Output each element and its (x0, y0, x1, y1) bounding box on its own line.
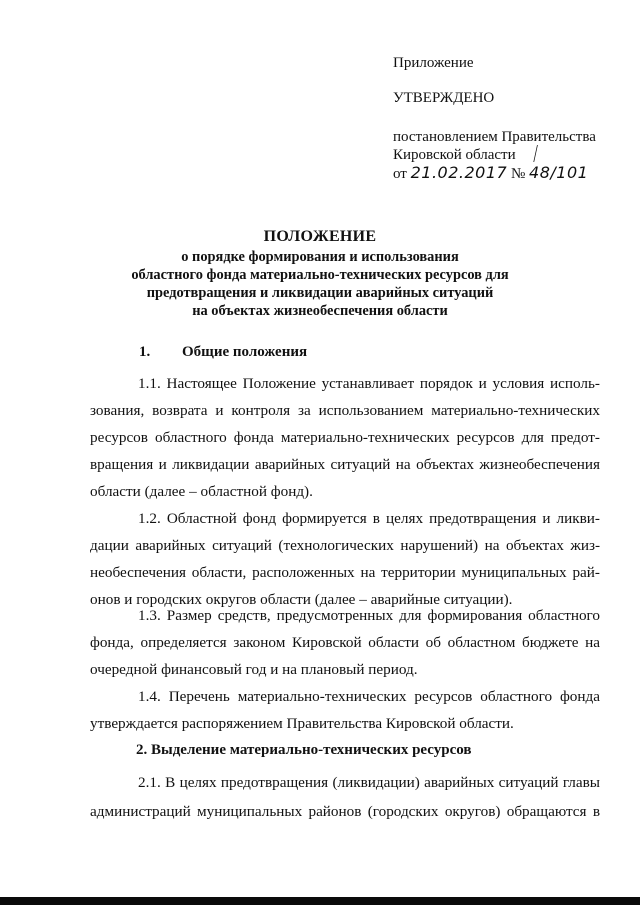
region-name: Кировской области (393, 147, 516, 163)
pen-stroke-mark: / (533, 140, 538, 168)
section-2-heading: 2. Выделение материально-технических ресурсов (136, 742, 472, 758)
title-line: предотвращения и ликвидации аварийных ситуаций (146, 285, 494, 301)
paragraph-line: администраций муниципальных районов (городских округов) обращаются в (90, 803, 600, 820)
decree-line-1: постановлением Правительства (393, 129, 596, 145)
paragraph-line: онов и городских округов области (далее – аварийные ситуации). (90, 591, 513, 608)
approved-label: УТВЕРЖДЕНО (393, 90, 495, 106)
document-title: ПОЛОЖЕНИЕ (263, 228, 377, 245)
paragraph-line: 1.2. Областной фонд формируется в целях предотвращения и ликви- (138, 510, 600, 527)
section-1-number: 1. (139, 344, 151, 360)
paragraph-line: вращения и ликвидации аварийных ситуаций на объектах жизнеобеспечения (90, 456, 600, 473)
decree-line-2 (393, 140, 596, 168)
paragraph-line: зования, возврата и контроля за использованием материально-технических (90, 402, 600, 419)
title-line: о порядке формирования и использования (181, 249, 459, 265)
appendix-label: Приложение (393, 55, 474, 71)
scan-edge-bar (0, 897, 640, 905)
paragraph-line: утверждается распоряжением Правительства Кировской области. (90, 715, 514, 732)
paragraph-line: дации аварийных ситуаций (технологических нарушений) на объектах жиз- (90, 537, 600, 554)
paragraph-line: необеспечения области, расположенных на территории муниципальных рай- (90, 564, 600, 581)
paragraph-line: ресурсов областного фонда материально-технических ресурсов для предот- (90, 429, 600, 446)
paragraph-line: фонда, определяется законом Кировской области об областном бюджете на (90, 634, 600, 651)
decree-date-line (393, 164, 596, 183)
section-1-heading: Общие положения (182, 344, 308, 360)
title-line: областного фонда материально-технических ресурсов для (131, 267, 509, 283)
handwritten-number: 48/101 (529, 163, 589, 182)
paragraph-line: 2.1. В целях предотвращения (ликвидации) аварийных ситуаций главы (138, 774, 600, 791)
from-prefix: от (393, 166, 407, 182)
paragraph-line: 1.1. Настоящее Положение устанавливает порядок и условия исполь- (138, 375, 600, 392)
paragraph-line: области (далее – областной фонд). (90, 483, 313, 500)
number-sign: № (510, 166, 526, 182)
paragraph-line: 1.4. Перечень материально-технических ресурсов областного фонда (138, 688, 600, 705)
handwritten-date: 21.02.2017 (410, 163, 508, 182)
title-line: на объектах жизнеобеспечения области (192, 303, 448, 319)
paragraph-line: 1.3. Размер средств, предусмотренных для формирования областного (138, 607, 600, 624)
approval-block (393, 54, 596, 183)
paragraph-line: очередной финансовый год и на плановый период. (90, 661, 418, 678)
document-title-block (0, 228, 640, 320)
